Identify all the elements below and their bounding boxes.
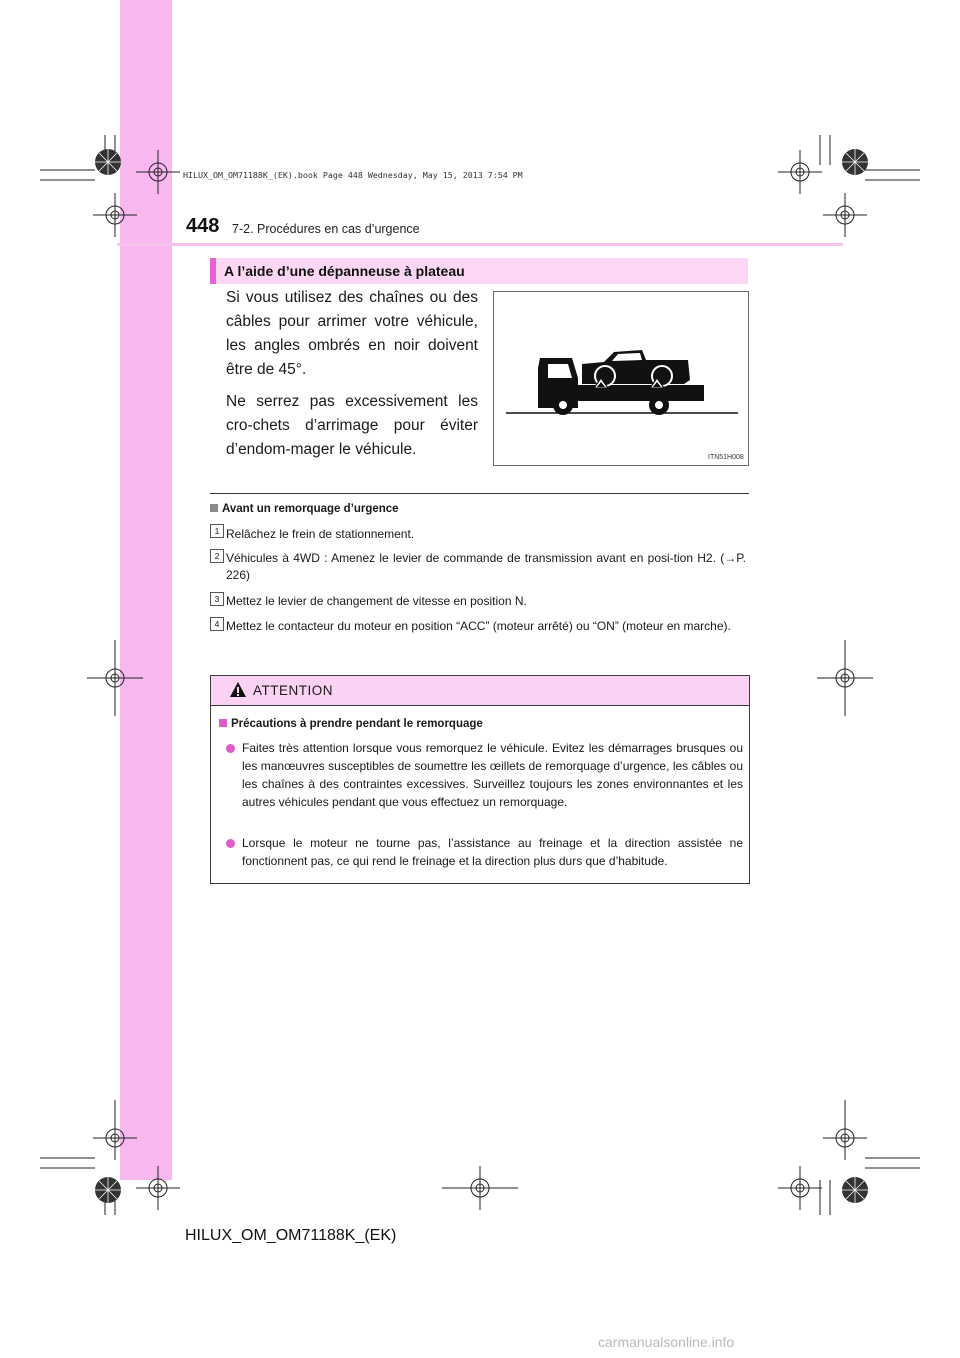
intro-paragraph: Ne serrez pas excessivement les cro-chets d’arrimage pour éviter d’endom-mager le véhicule.: [226, 393, 478, 458]
caution-subheading: [219, 718, 483, 730]
step-text: Mettez le contacteur du moteur en position “ACC” (moteur arrêté) ou “ON” (moteur en marche).: [226, 619, 731, 633]
caution-label: ATTENTION: [253, 683, 333, 698]
caution-bullet: Faites très attention lorsque vous remorquez le véhicule. Evitez les démarrages brusques ou les manœuvres susceptibles de soumettre les œillets de remorquage d’urgence, les câbles ou les chaînes à des contraintes excessives. Surveillez toujours les zones environnantes et les autres véhicules pendant que vous effectuez un remorquage.: [242, 741, 743, 809]
step-text: Relâchez le frein de stationnement.: [226, 527, 415, 541]
watermark: carmanualsonline.info: [598, 1334, 735, 1350]
caution-subheading-text: Précautions à prendre pendant le remorquage: [231, 718, 483, 730]
caution-bullet: Lorsque le moteur ne tourne pas, l’assistance au freinage et la direction assistée ne fonctionnent pas, ce qui rend le freinage et la direction plus durs que d’habitude.: [242, 836, 743, 868]
caution-box: [210, 675, 750, 884]
intro-text: [226, 286, 478, 470]
step-number: 1: [210, 524, 224, 538]
procedure-heading: [210, 503, 399, 515]
step-number: 4: [210, 617, 224, 631]
footer-model-code: HILUX_OM_OM71188K_(EK): [185, 1227, 397, 1244]
caution-header: [211, 676, 749, 706]
procedure-title: Avant un remorquage d’urgence: [222, 503, 399, 515]
bullet-dot-icon: [226, 744, 235, 753]
intro-paragraph: Si vous utilisez des chaînes ou des câbles pour arrimer votre véhicule, les angles ombrés en noir doivent être de 45°.: [226, 289, 478, 378]
flatbed-truck-icon: [506, 350, 738, 415]
step-text: Mettez le levier de changement de vitesse en position N.: [226, 594, 527, 608]
step-number: 2: [210, 549, 224, 563]
page-number: 448: [186, 215, 220, 237]
step-number: 3: [210, 592, 224, 606]
bullet-dot-icon: [226, 839, 235, 848]
header-rule: [117, 243, 843, 246]
section-divider: [210, 493, 749, 494]
square-bullet-icon: [210, 504, 218, 512]
square-bullet-icon: [219, 719, 227, 727]
section-title: 7-2. Procédures en cas d’urgence: [232, 222, 420, 236]
step-text: Véhicules à 4WD : Amenez le levier de commande de transmission avant en posi-tion H2. (→P. 226): [226, 551, 746, 582]
figure-code: ITN51H008: [708, 454, 744, 461]
section-heading: A l’aide d’une dépanneuse à plateau: [210, 258, 748, 284]
warning-triangle-icon: [229, 681, 247, 698]
book-file-tag: HILUX_OM_OM71188K_(EK).book Page 448 Wednesday, May 15, 2013 7:54 PM: [183, 170, 523, 180]
tow-truck-illustration: [493, 291, 749, 466]
